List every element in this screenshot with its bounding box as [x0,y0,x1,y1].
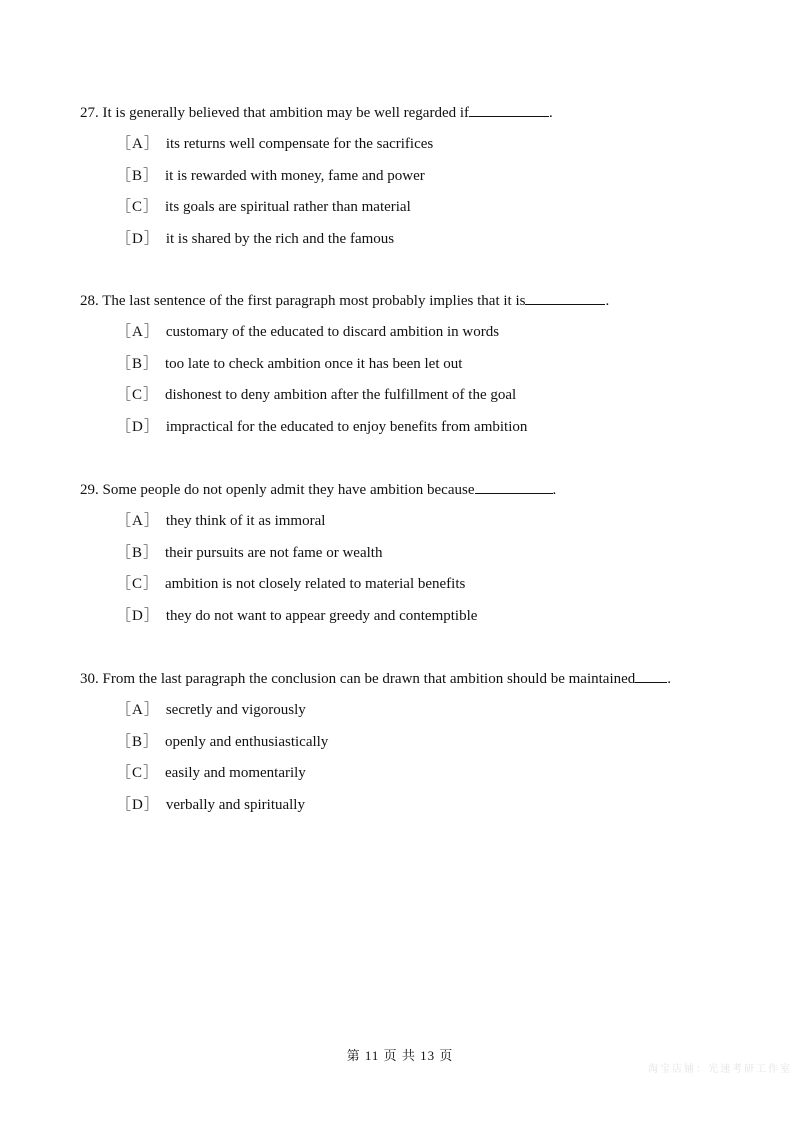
option-label: ［B］ [116,355,160,372]
option-list [116,700,740,815]
option-label: ［C］ [116,387,160,403]
option-c [116,385,740,405]
option-text: dishonest to deny ambition after the fulfillment of the goal [165,387,517,403]
option-text: verbally and spiritually [165,796,305,813]
answer-blank [635,668,667,683]
option-label: ［A］ [116,136,160,152]
option-text: it is rewarded with money, fame and power [165,167,425,184]
option-a [116,322,740,342]
option-text: its returns well compensate for the sacrifices [165,136,434,152]
option-c [116,763,740,783]
option-text: customary of the educated to discard ambition in words [165,324,500,340]
answer-blank [469,102,549,117]
answer-blank [475,479,553,494]
option-text: too late to check ambition once it has been let out [165,355,463,372]
option-label: ［B］ [116,167,160,184]
option-text: their pursuits are not fame or wealth [165,544,383,561]
question-27 [80,102,740,260]
page-number: 第 11 页 共 13 页 [346,1048,454,1063]
question-29 [80,479,740,637]
option-label: ［C］ [116,199,160,215]
question-stem: 30. From the last paragraph the conclusion can be drawn that ambition should be maintained . [80,668,740,689]
option-text: impractical for the educated to enjoy benefits from ambition [165,418,528,435]
option-label: ［C］ [116,576,160,592]
option-a [116,134,740,154]
option-list [116,511,740,626]
option-text: ambition is not closely related to material benefits [165,576,466,592]
option-b [116,166,740,186]
option-text: secretly and vigorously [165,702,306,718]
question-28 [80,290,740,448]
option-text: they do not want to appear greedy and contemptible [165,607,478,624]
option-label: ［D］ [116,607,160,624]
option-d [116,229,740,249]
option-c [116,574,740,594]
option-a [116,511,740,531]
option-label: ［B］ [116,733,160,750]
option-label: ［B］ [116,544,160,561]
option-d [116,795,740,815]
answer-blank [525,290,605,305]
option-text: they think of it as immoral [165,513,326,529]
question-30 [80,668,740,826]
option-b [116,732,740,752]
question-stem: 29. Some people do not openly admit they have ambition because . [80,479,740,500]
option-b [116,354,740,374]
option-text: its goals are spiritual rather than material [165,199,411,215]
option-text: easily and momentarily [165,765,306,781]
option-label: ［D］ [116,796,160,813]
question-stem: 27. It is generally believed that ambition may be well regarded if . [80,102,740,123]
option-label: ［D］ [116,230,160,247]
option-label: ［A］ [116,324,160,340]
option-label: ［C］ [116,765,160,781]
option-a [116,700,740,720]
option-list [116,322,740,437]
option-label: ［D］ [116,418,160,435]
option-c [116,197,740,217]
option-d [116,417,740,437]
watermark: 淘宝店铺：光速考研工作室 [648,1064,792,1075]
option-b [116,543,740,563]
option-text: it is shared by the rich and the famous [165,230,395,247]
option-label: ［A］ [116,513,160,529]
option-text: openly and enthusiastically [165,733,329,750]
option-d [116,606,740,626]
question-stem: 28. The last sentence of the first paragraph most probably implies that it is . [80,290,740,311]
option-list [116,134,740,249]
option-label: ［A］ [116,702,160,718]
